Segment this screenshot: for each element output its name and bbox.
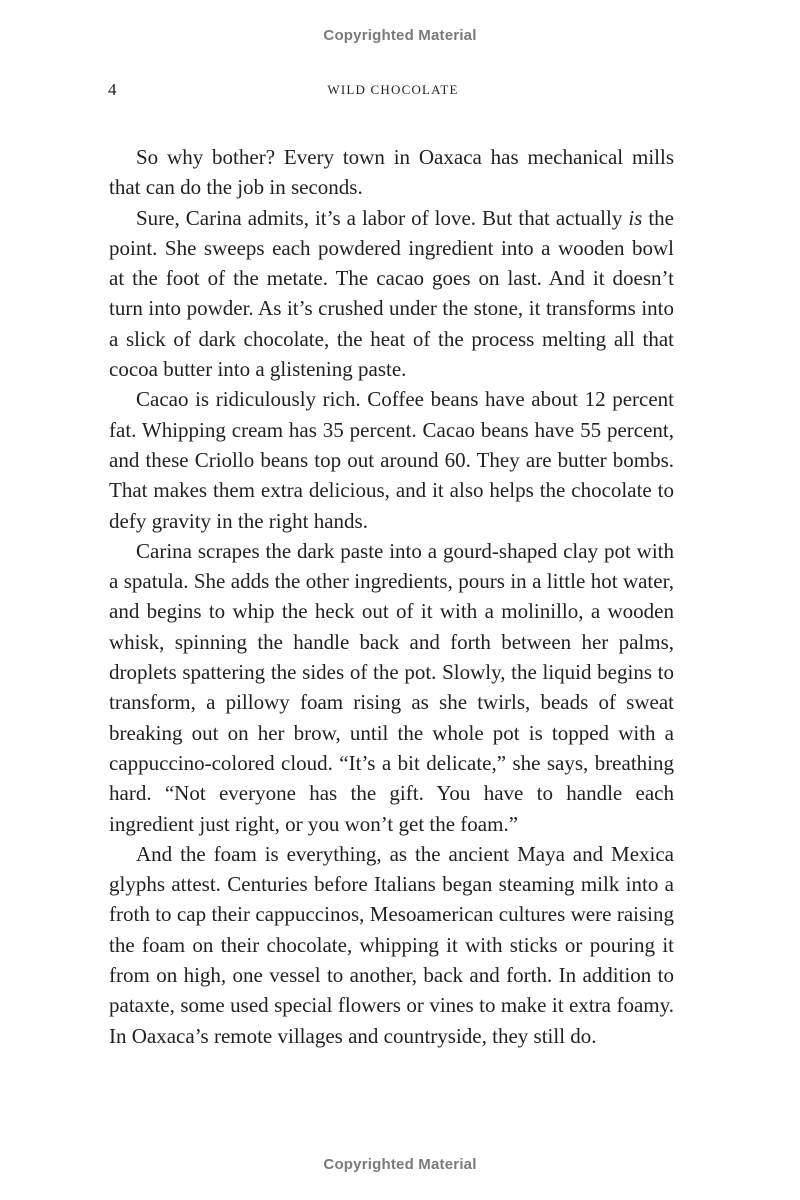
paragraph-1: So why bother? Every town in Oaxaca has mechanical mills that can do the job in seconds. [109, 145, 674, 200]
paragraph-2-text-a: Sure, Carina admits, it’s a labor of love. But that actually [136, 205, 629, 230]
body-text [109, 142, 674, 1051]
paragraph-3: Cacao is ridiculously rich. Coffee beans have about 12 percent fat. Whipping cream has 35 percent. Cacao beans have 55 percent, and these Criollo beans top out around 60. They are butter bombs. That makes them extra delicious, and it also helps the chocolate to defy gravity in the right hands. [109, 387, 674, 533]
running-title: WILD CHOCOLATE [327, 82, 459, 97]
paragraph-2-text-b: the point. She sweeps each powdered ingredient into a wooden bowl at the foot of the metate. The cacao goes on last. And it doesn’t turn into powder. As it’s crushed under the stone, it transforms into a slick of dark chocolate, the heat of the process melting all that cocoa butter into a glistening paste. [109, 205, 675, 382]
paragraph-4: Carina scrapes the dark paste into a gourd-shaped clay pot with a spatula. She adds the other ingredients, pours in a little hot water, and begins to whip the heck out of it with a molinillo, a wooden whisk, spinning the handle back and forth between her palms, droplets spattering the sides of the pot. Slowly, the liquid begins to transform, a pillowy foam rising as she twirls, beads of sweat breaking out on her brow, until the whole pot is topped with a cappuccino-colored cloud. “It’s a bit delicate,” she says, breathing hard. “Not everyone has the gift. You have to handle each ingredient just right, or you won’t get the foam.” [109, 538, 674, 836]
copyright-watermark-top: Copyrighted Material [323, 27, 477, 44]
paragraph-5: And the foam is everything, as the ancient Maya and Mexica glyphs attest. Centuries before Italians began steaming milk into a froth to cap their cappuccinos, Mesoamerican cultures were raising the foam on their chocolate, whipping it with sticks or pouring it from on high, one vessel to another, back and forth. In addition to pataxte, some used special flowers or vines to make it extra foamy. In Oaxaca’s remote villages and countryside, they still do. [109, 841, 674, 1048]
paragraph-2-emphasis: is [628, 205, 643, 230]
copyright-watermark-bottom: Copyrighted Material [323, 1156, 477, 1173]
page-number: 4 [108, 80, 117, 99]
running-header [108, 80, 678, 102]
paragraph-2 [109, 203, 674, 385]
